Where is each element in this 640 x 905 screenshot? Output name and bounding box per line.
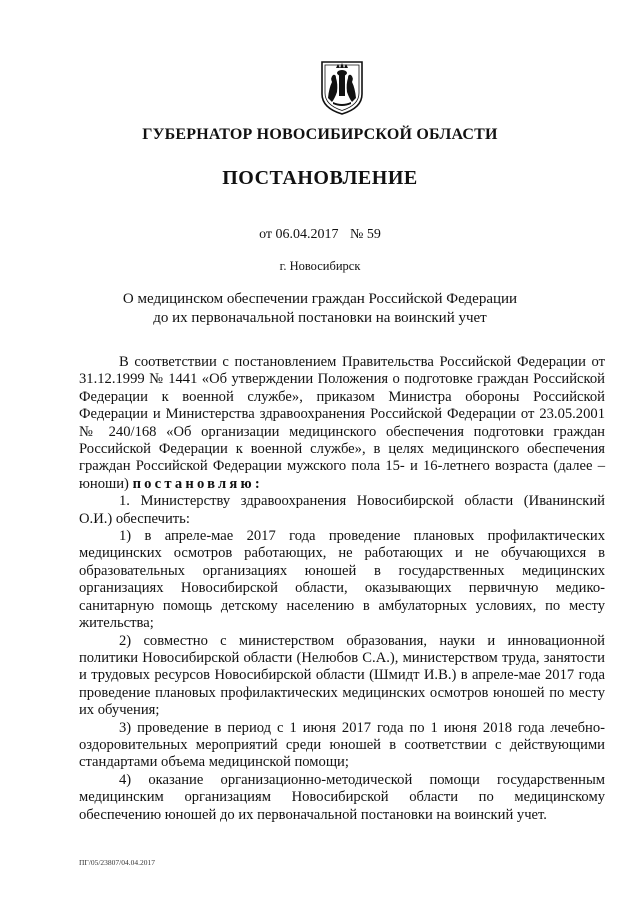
paragraph-1-1: 1) в апреле-мае 2017 года проведение плановых профилактических медицинских осмотров работающих, не работающих и не обучающихся в образовательных организациях юношей в государственных медицинских организациях Новосибирской области, оказывающих первичную медико-санитарную помощь детскому населению в амбулаторных условиях, по месту жительства; [79,528,605,632]
title-line-1: О медицинском обеспечении граждан Российской Федерации [122,291,518,307]
title-line-2: до их первоначальной постановки на воинский учет [153,309,487,326]
document-body [79,354,605,824]
paragraph-1: 1. Министерству здравоохранения Новосибирской области (Иванинский О.И.) обеспечить: [79,493,605,527]
date-line [0,227,640,243]
paragraph-1-3: 3) проведение в период с 1 июня 2017 года по 1 июня 2018 года лечебно-оздоровительных мероприятий среди юношей в соответствии с действующими стандартами объема медицинской помощи; [79,719,605,771]
paragraph-1-4: 4) оказание организационно-методической помощи государственным медицинским организациям Новосибирской области по медицинскому обеспечению юношей до их первоначальной постановки на воинский учет. [79,771,605,823]
paragraph-1-2: 2) совместно с министерством образования, науки и инновационной политики Новосибирской области (Нелюбов С.А.), министерством труда, занятости и трудовых ресурсов Новосибирской области (Шмидт И.В.) в апреле-мае 2017 года проведение плановых профилактических медицинских осмотров юношей по месту их обучения; [79,632,605,719]
date-prefix: от [259,227,273,242]
document-title [80,290,560,327]
document-date: 06.04.2017 [275,227,339,242]
decree-colon: : [254,475,263,492]
preamble-paragraph [79,354,605,493]
preamble-text: В соответствии с постановлением Правительства Российской Федерации от 31.12.1999 № 1441 «Об утверждении Положения о подготовке граждан Российской Федерации к военной службе», приказом Министра обороны Российской Федерации и Министерства здравоохранения Российской Федерации от 23.05.2001 № 240/168 «Об организации медицинского обеспечения подготовки граждан Российской Федерации к военной службе», в целях медицинского обеспечения граждан Российской Федерации мужского пола 15- и 16-летнего возраста (далее – юноши) [79,354,605,492]
coat-of-arms-icon [318,58,366,116]
decree-word: постановляю [132,475,255,492]
footer-document-code: ПГ/05/23807/04.04.2017 [79,858,156,867]
issuing-authority: ГУБЕРНАТОР НОВОСИБИРСКОЙ ОБЛАСТИ [142,126,498,143]
city: г. Новосибирск [279,259,361,273]
document-number: № 59 [350,227,381,242]
document-type: ПОСТАНОВЛЕНИЕ [222,167,418,189]
